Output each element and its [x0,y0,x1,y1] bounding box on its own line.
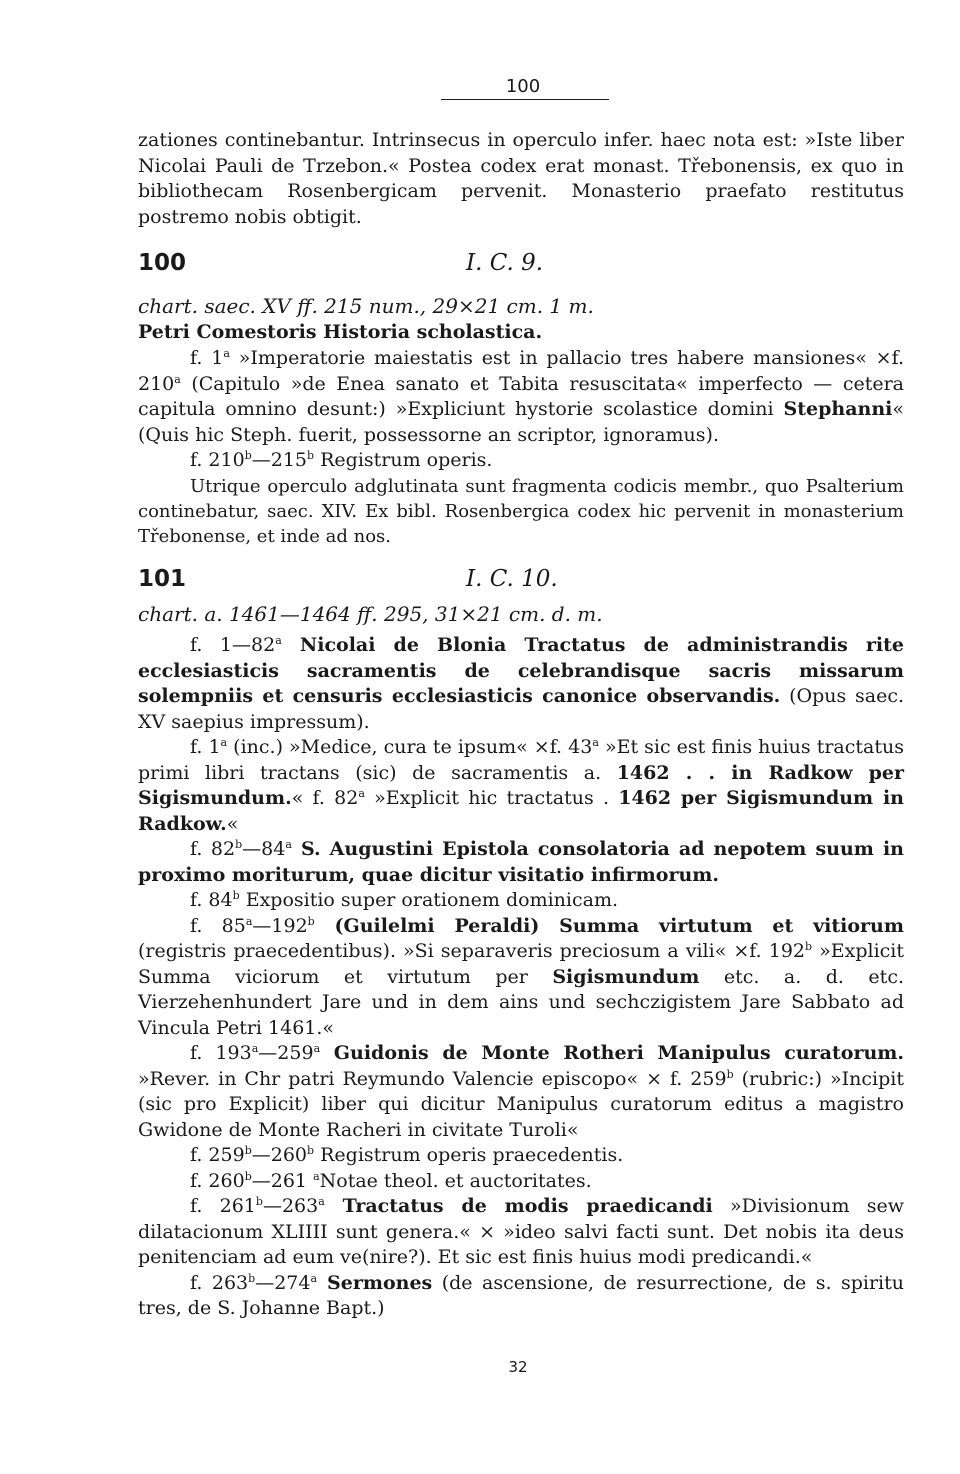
entry-100-item-1: f. 1$^a$ »Imperatorie maiestatis est in pallacio tres habere mansiones« ×f. 210$^a$ (Capitulo »de Enea sanato et Tabita resuscitata« imperfecto — cetera capitula omnino desunt:) »Expliciunt hystorie scolastice domini Stephanni« (Quis hic Steph. fuerit, possessorne an scriptor, ignoramus). [138,347,904,446]
entry-100-description: chart. saec. XV ff. 215 num., 29×21 cm. 1 m. [138,294,594,318]
entry-101-item-b: f. 1$^a$ (inc.) »Medice, cura te ipsum« ×f. 43$^a$ »Et sic est finis huius tractatus primi libri tractans (sic) de sacramentis a. 1462 . . in Radkow per Sigismundum.« f. 82$^a$ »Explicit hic tractatus . 1462 per Sigismundum in Radkow.« [138,736,905,835]
entry-101-number: 101 [138,566,187,592]
entry-101-heading [138,566,904,606]
intro-paragraph: zationes continebantur. Intrinsecus in operculo infer. haec nota est: »Iste liber Nicolai Pauli de Trzebon.« Postea codex erat monast. Třebonensis, ex quo in bibliothecam Rosenbergicam pervenit. Monasterio praefato restitutus postremo nobis obtigit. [138,129,904,228]
footer-number: 32 [508,1358,528,1376]
entry-101-item-d: f. 84$^b$ Expositio super orationem dominicam. [190,889,619,911]
entry-100-heading [138,250,904,290]
page-number: 100 [505,76,541,97]
entry-100-item-2: f. 210$^b$—215$^b$ Registrum operis. [190,449,493,471]
entry-101-item-a: f. 1—82$^a$ Nicolai de Blonia Tractatus de administrandis rite ecclesiasticis sacramentis de celebrandisque sacris missarum solempniis et censuris ecclesiasticis canonice observandis. (Opus saec. XV saepius impressum). [138,634,905,733]
entry-101-item-c: f. 82$^b$—84$^a$ S. Augustini Epistola consolatoria ad nepotem suum in proximo moriturum, quae dicitur visitatio infirmorum. [138,838,904,886]
entry-101-item-i: f. 261$^b$—263$^a$ Tractatus de modis praedicandi »Divisionum sew dilatacionum XLIIII sunt genera.« × »ideo salvi facti sunt. Det nobis ita deus penitenciam ad eum ve(nire?). Et sic est finis huius modi predicandi.« [138,1195,905,1268]
entry-101-item-e: f. 85$^a$—192$^b$ (Guilelmi Peraldi) Summa virtutum et vitiorum (registris praecedentibus). »Si separaveris preciosum a vili« ×f. 192$^b$ »Explicit Summa viciorum et virtutum per Sigismundum etc. a. d. etc. Vierzehenhundert Jare und in dem ains und sechczigistem Jare Sabbato ad Vincula Petri 1461.« [138,914,904,1039]
entry-101-description: chart. a. 1461—1464 ff. 295, 31×21 cm. d. m. [138,602,603,626]
entry-101-item-f: f. 193$^a$—259$^a$ Guidonis de Monte Rotheri Manipulus curatorum. »Rever. in Chr patri Reymundo Valencie episcopo« × f. 259$^b$ (rubric:) »Incipit (sic pro Explicit) liber qui dicitur Manipulus curatorum editus a magistro Gwidone de Monte Racheri in civitate Turoli« [138,1042,905,1141]
entry-100-contents [138,346,904,549]
entry-101-item-g: f. 259$^b$—260$^b$ Registrum operis praecedentis. [190,1144,624,1166]
entry-101-contents [138,633,904,1322]
entry-101-signature: I. C. 10. [466,566,558,592]
intro-block [138,128,904,230]
entry-100-signature: I. C. 9. [466,250,544,276]
entry-101-item-j: f. 263$^b$—274$^a$ Sermones (de ascensione, de resurrectione, de s. spiritu tres, de S. Johanne Bapt.) [138,1271,905,1319]
header-rule [441,99,609,100]
entry-100-note: Utrique operculo adglutinata sunt fragmenta codicis membr., quo Psalterium continebatur, saec. XIV. Ex bibl. Rosenbergica codex hic pervenit in monasterium Třebonense, et inde ad nos. [138,475,904,547]
entry-100-number: 100 [138,250,187,276]
entry-101-item-h: f. 260$^b$—261 $^a$Notae theol. et auctoritates. [190,1169,592,1192]
entry-100-title: Petri Comestoris Historia scholastica. [138,321,543,343]
page [138,0,904,1474]
